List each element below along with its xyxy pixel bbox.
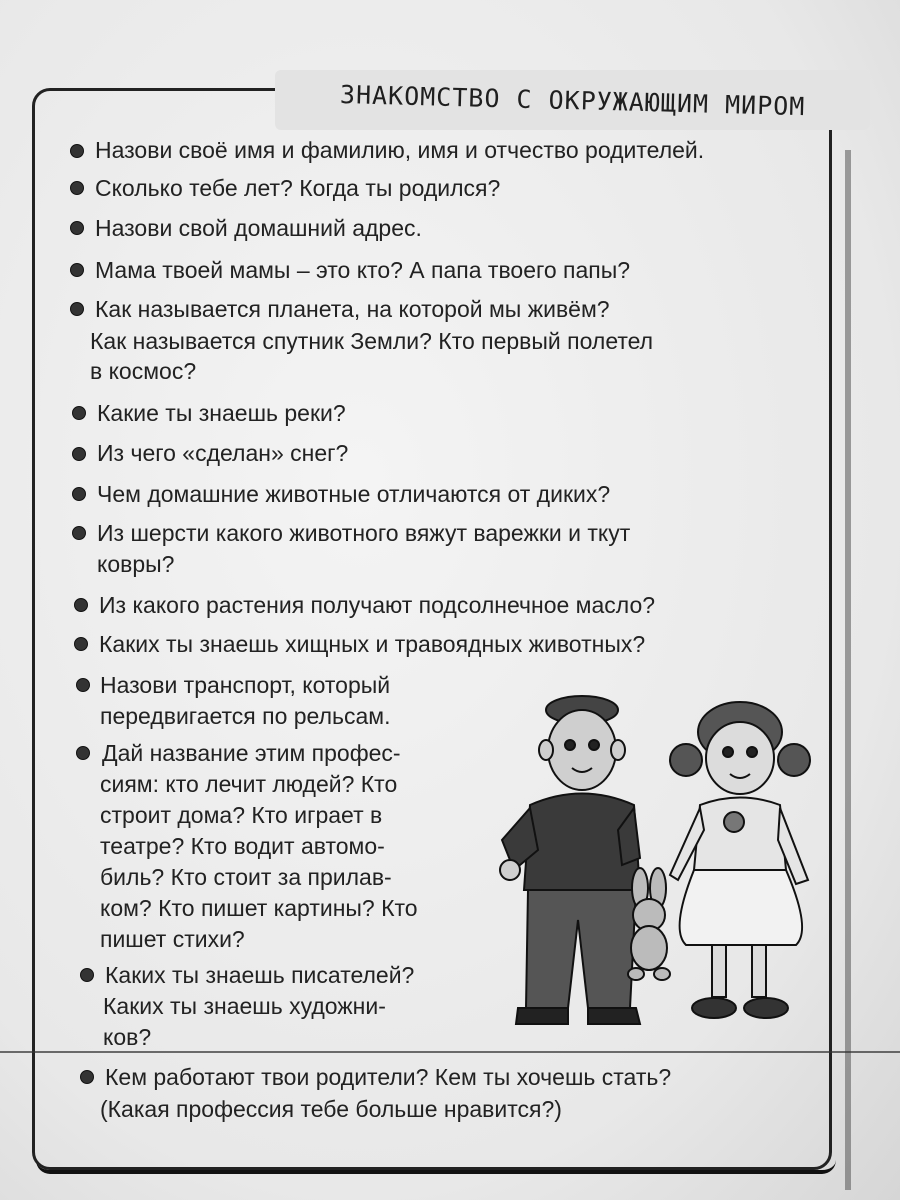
question-line: Назови транспорт, который [100,672,391,698]
question-line: Какие ты знаешь реки? [97,400,346,426]
question-line: Кем работают твои родители? Кем ты хочешь стать? [105,1064,672,1090]
bullet-icon [72,487,86,501]
frame-bottom-border [36,1160,836,1174]
question-line: строит дома? Кто играет в [100,802,383,828]
bullet-icon [74,637,88,651]
page-edge-shadow [845,150,851,1190]
bullet-icon [72,447,86,461]
question-line: в космос? [90,358,197,384]
children-illustration [490,690,820,1040]
page-title: ЗНАКОМСТВО С ОКРУЖАЮЩИМ МИРОМ [339,80,806,122]
question-line: театре? Кто водит автомо- [100,833,385,859]
bullet-icon [70,181,84,195]
boy-figure [500,696,640,1024]
question-line: Как называется спутник Земли? Кто первый полетел [90,328,654,354]
question-line: Дай название этим профес- [102,740,401,766]
question-line: Каких ты знаешь писателей? [105,962,415,988]
question-line: биль? Кто стоит за прилав- [100,864,392,890]
question-line: Каких ты знаешь художни- [103,993,386,1019]
question-line: Чем домашние животные отличаются от диких? [97,481,611,507]
bullet-icon [74,598,88,612]
question-line: сиям: кто лечит людей? Кто [100,771,398,797]
bullet-icon [80,968,94,982]
question-line: Назови свой домашний адрес. [95,215,422,241]
girl-figure [670,702,810,1018]
question-line: Из какого растения получают подсолнечное масло? [99,592,656,618]
question-line: (Какая профессия тебе больше нравится?) [100,1096,562,1122]
bullet-icon [70,144,84,158]
bullet-icon [72,526,86,540]
question-line: Из чего «сделан» снег? [97,440,349,466]
bullet-icon [70,263,84,277]
bullet-icon [76,678,90,692]
question-line: Как называется планета, на которой мы живём? [95,296,610,322]
question-line: передвигается по рельсам. [100,703,391,729]
question-line: ков? [103,1024,152,1050]
bullet-icon [76,746,90,760]
bullet-icon [72,406,86,420]
bullet-icon [70,302,84,316]
question-line: Назови своё имя и фамилию, имя и отчество родителей. [95,137,705,163]
question-line: ковры? [97,551,175,577]
bullet-icon [70,221,84,235]
question-line: Из шерсти какого животного вяжут варежки и ткут [97,520,631,546]
question-line: ком? Кто пишет картины? Кто [100,895,418,921]
question-line: пишет стихи? [100,926,245,952]
question-line: Мама твоей мамы – это кто? А папа твоего папы? [95,257,631,283]
question-line: Каких ты знаешь хищных и травоядных животных? [99,631,646,657]
question-line: Сколько тебе лет? Когда ты родился? [95,175,501,201]
bullet-icon [80,1070,94,1084]
